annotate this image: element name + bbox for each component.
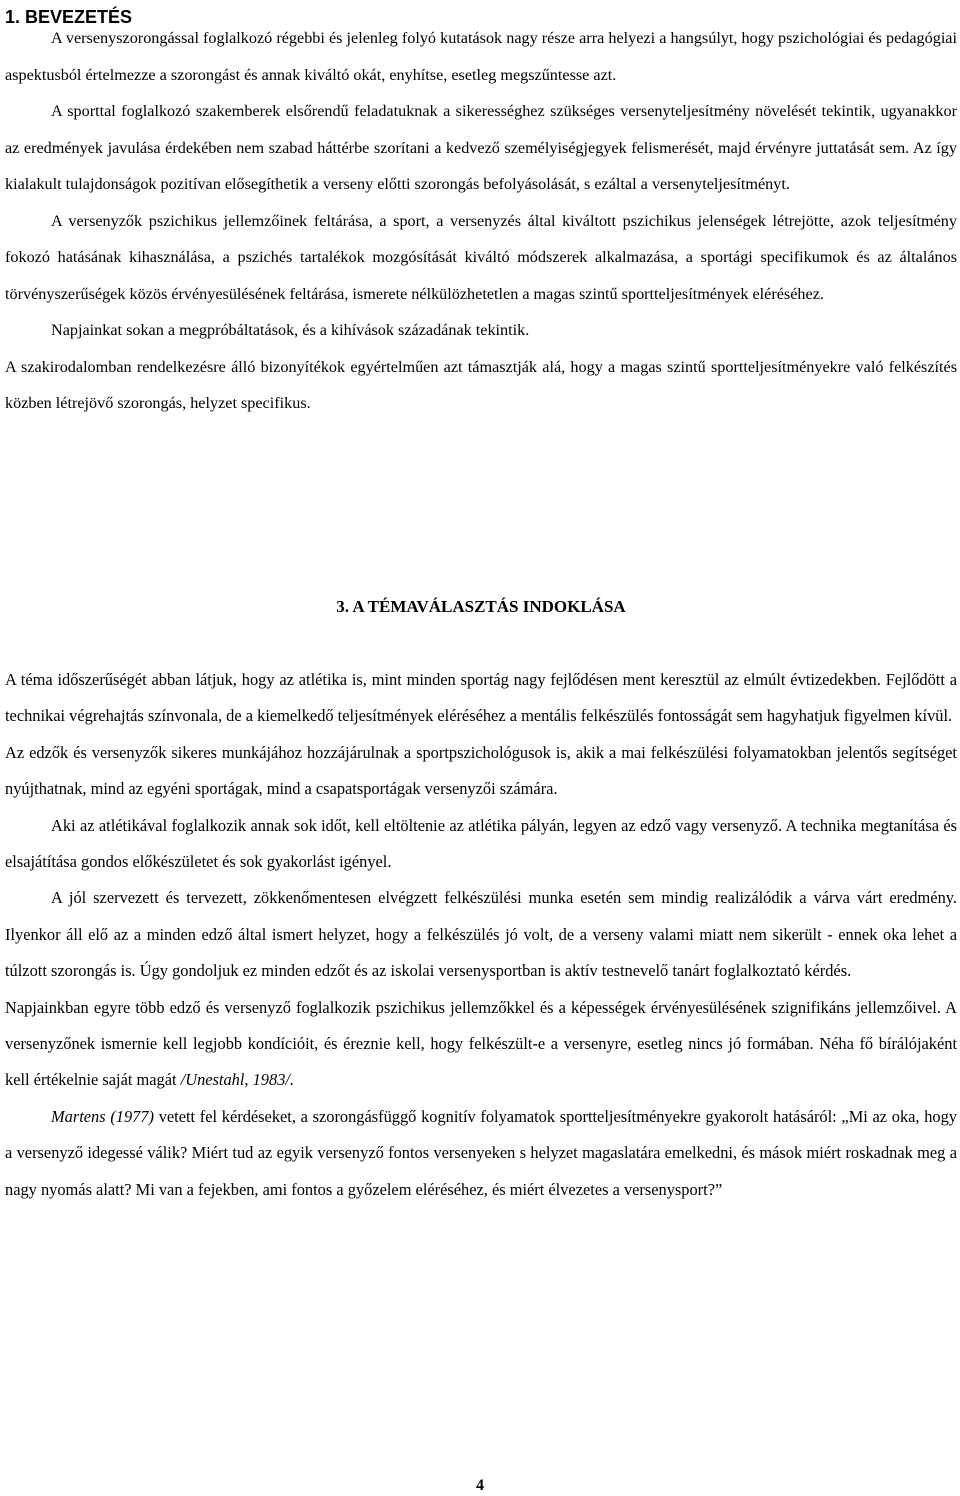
paragraph: Az edzők és versenyzők sikeres munkájához hozzájárulnak a sportpszichológusok is, akik a mai felkészülési folyamatokban jelentős segítséget nyújthatnak, mind az egyéni sportágak, mind a csapatsportágak versenyzői számára. <box>5 742 957 799</box>
paragraph: A téma időszerűségét abban látjuk, hogy az atlétika is, mint minden sportág nagy fejlődésen ment keresztül az elmúlt évtizedekben. Fejlődött a technikai végrehajtás színvonala, de a kiemelkedő teljesítmények eléréséhez a mentális felkészülés fontosságát sem hagyhatjuk figyelmen kívül. <box>5 670 957 726</box>
paragraph: Napjainkat sokan a megpróbáltatások, és a kihívások századának tekintik. <box>51 321 530 339</box>
paragraph-text: Napjainkban egyre több edző és versenyző foglalkozik pszichikus jellemzőkkel és a képességek érvényesülésének szignifikáns jellemzőivel. A versenyzőnek ismernie kell legjobb kondícióit, és éreznie kell, hogy felkészült-e a versenyre, esetleg nincs jó formában. Néha fő bírálójaként kell értékelnie saját magát <box>5 997 957 1090</box>
paragraph <box>5 990 957 1099</box>
page-number: 4 <box>476 1477 484 1494</box>
citation: /Unestahl, 1983/. <box>180 1070 295 1090</box>
section-introduction <box>5 20 957 422</box>
paragraph: A sporttal foglalkozó szakemberek elsőrendű feladatuknak a sikerességhez szükséges versenyteljesítmény növelését tekintik, ugyanakkor az eredmények javulása érdekében nem szabad háttérbe szorítani a kedvező személyiségjegyek felismerését, majd érvényre juttatását sem. Az így kialakult tulajdonságok pozitívan elősegíthetik a verseny előtti szorongás befolyásolását, s ezáltal a versenyteljesítményt. <box>5 102 957 193</box>
section-topic-justification <box>5 662 957 1208</box>
heading-temavalasztas: 3. A TÉMAVÁLASZTÁS INDOKLÁSA <box>336 597 626 616</box>
paragraph: A jól szervezett és tervezett, zökkenőmentesen elvégzett felkészülési munka esetén sem mindig realizálódik a várva várt eredmény. Ilyenkor áll elő az a minden edző által ismert helyzet, hogy a felkészülés jó volt, de a verseny valami miatt nem sikerült - ennek oka lehet a túlzott szorongás is. Úgy gondoljuk ez minden edzőt és az iskolai versenysportban is aktív testnevelő tanárt foglalkoztató kérdés. <box>5 888 957 981</box>
paragraph: Aki az atlétikával foglalkozik annak sok időt, kell eltöltenie az atlétika pályán, legyen az edző vagy versenyző. A technika megtanítása és elsajátítása gondos előkészületet és sok gyakorlást igényel. <box>5 815 957 872</box>
paragraph-text: vetett fel kérdéseket, a szorongásfüggő kognitív folyamatok sportteljesítményekre gyakorolt hatásáról: „Mi az oka, hogy a versenyző idegessé válik? Miért tud az egyik versenyző fontos versenyeken s helyzet magaslatára emelkedni, és mások miért roskadnak meg a nagy nyomás alatt? Mi van a fejekben, ami fontos a győzelem eléréséhez, és miért élvezetes a versenysport?” <box>5 1106 957 1199</box>
paragraph: A szakirodalomban rendelkezésre álló bizonyítékok egyértelműen azt támasztják alá, hogy a magas szintű sportteljesítményekre való felkészítés közben létrejövő szorongás, helyzet specifikus. <box>5 357 957 412</box>
paragraph <box>5 1099 957 1208</box>
paragraph: A versenyzők pszichikus jellemzőinek feltárása, a sport, a versenyzés által kiváltott pszichikus jelenségek létrejötte, azok teljesítmény fokozó hatásának kihasználása, a pszichés tartalékok mozgósítását kiváltó módszerek alkalmazása, a sportági specifikumok és az általános törvényszerűségek közös érvényesülésének feltárása, ismerete nélkülözhetetlen a magas szintű sportteljesítmények eléréséhez. <box>5 211 957 303</box>
citation: Martens (1977) <box>51 1106 155 1126</box>
paragraph: A versenyszorongással foglalkozó régebbi és jelenleg folyó kutatások nagy része arra helyezi a hangsúlyt, hogy pszichológiai és pedagógiai aspektusból értelmezze a szorongást és annak kiváltó okát, enyhítse, esetleg megszűntesse azt. <box>5 29 957 84</box>
heading-bevezetes: 1. BEVEZETÉS <box>5 7 133 27</box>
